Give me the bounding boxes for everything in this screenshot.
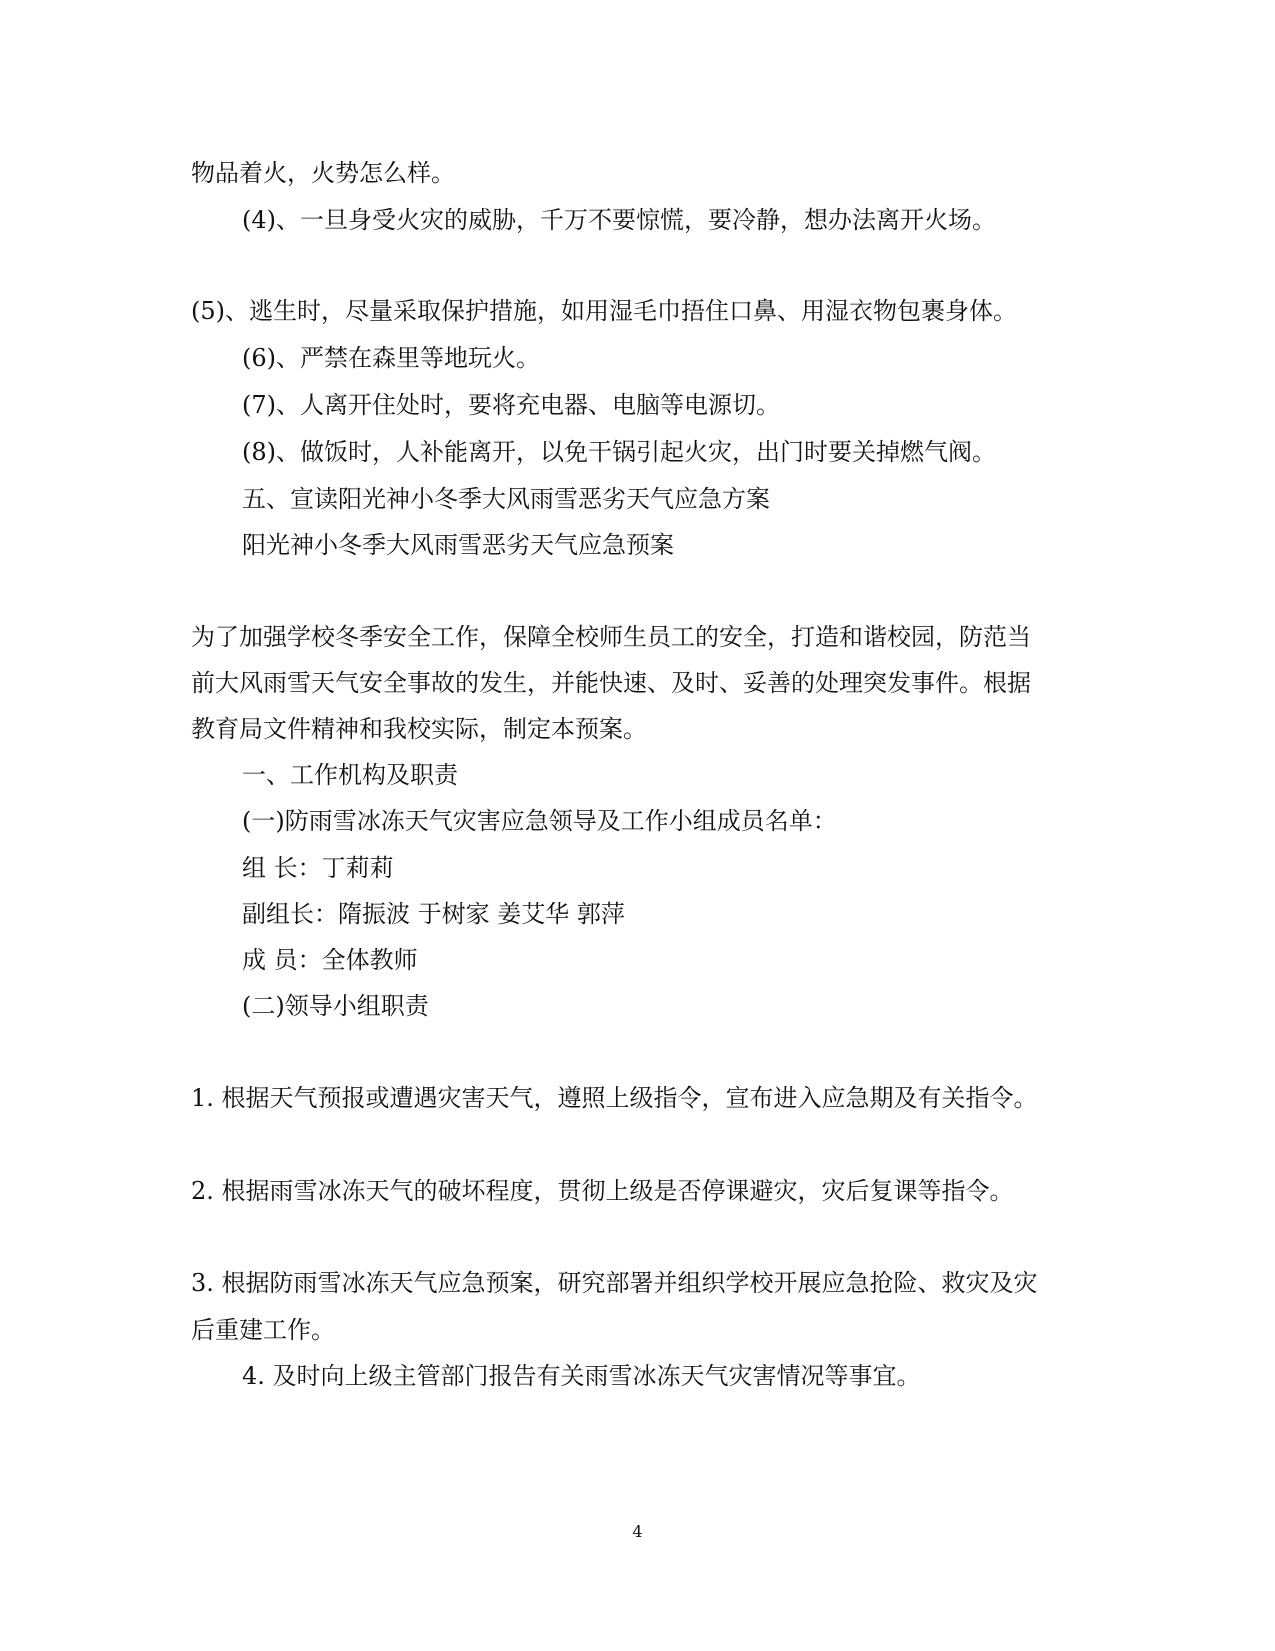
list-item-8: (8)、做饭时，人补能离开，以免干锅引起火灾，出门时要关掉燃气阀。 (242, 438, 996, 466)
leader-line: 组 长：丁莉莉 (242, 854, 394, 882)
duty-item-3-continued: 后重建工作。 (191, 1316, 335, 1344)
deputy-leaders-line: 副组长：隋振波 于树家 姜艾华 郭萍 (242, 900, 625, 928)
subsection-heading-1: (一)防雨雪冰冻天气灾害应急领导及工作小组成员名单： (242, 807, 837, 835)
section-heading-5: 五、宣读阳光神小冬季大风雨雪恶劣天气应急方案 (242, 485, 770, 513)
section-heading-1: 一、工作机构及职责 (242, 761, 458, 789)
duty-item-1: 1. 根据天气预报或遭遇灾害天气，遵照上级指令，宣布进入应急期及有关指令。 (191, 1084, 1038, 1112)
paragraph-line: 为了加强学校冬季安全工作，保障全校师生员工的安全，打造和谐校园，防范当 (191, 623, 1031, 651)
plan-title: 阳光神小冬季大风雨雪恶劣天气应急预案 (242, 531, 674, 559)
paragraph-line: 前大风雨雪天气安全事故的发生，并能快速、及时、妥善的处理突发事件。根据 (191, 669, 1031, 697)
paragraph-line: 教育局文件精神和我校实际，制定本预案。 (191, 715, 647, 743)
list-item-5: (5)、逃生时，尽量采取保护措施，如用湿毛巾捂住口鼻、用湿衣物包裹身体。 (191, 297, 1017, 325)
duty-item-3: 3. 根据防雨雪冰冻天气应急预案，研究部署并组织学校开展应急抢险、救灾及灾 (191, 1269, 1038, 1297)
list-item-4: (4)、一旦身受火灾的威胁，千万不要惊慌，要冷静，想办法离开火场。 (242, 206, 996, 234)
duty-item-2: 2. 根据雨雪冰冻天气的破坏程度，贯彻上级是否停课避灾，灾后复课等指令。 (191, 1177, 1014, 1205)
list-item-7: (7)、人离开住处时，要将充电器、电脑等电源切。 (242, 391, 780, 419)
members-line: 成 员：全体教师 (242, 946, 418, 974)
subsection-heading-2: (二)领导小组职责 (242, 992, 429, 1020)
list-item-6: (6)、严禁在森里等地玩火。 (242, 344, 540, 372)
text-line: 物品着火，火势怎么样。 (191, 159, 455, 187)
duty-item-4: 4. 及时向上级主管部门报告有关雨雪冰冻天气灾害情况等事宜。 (242, 1362, 921, 1390)
page-number: 4 (632, 1522, 643, 1541)
